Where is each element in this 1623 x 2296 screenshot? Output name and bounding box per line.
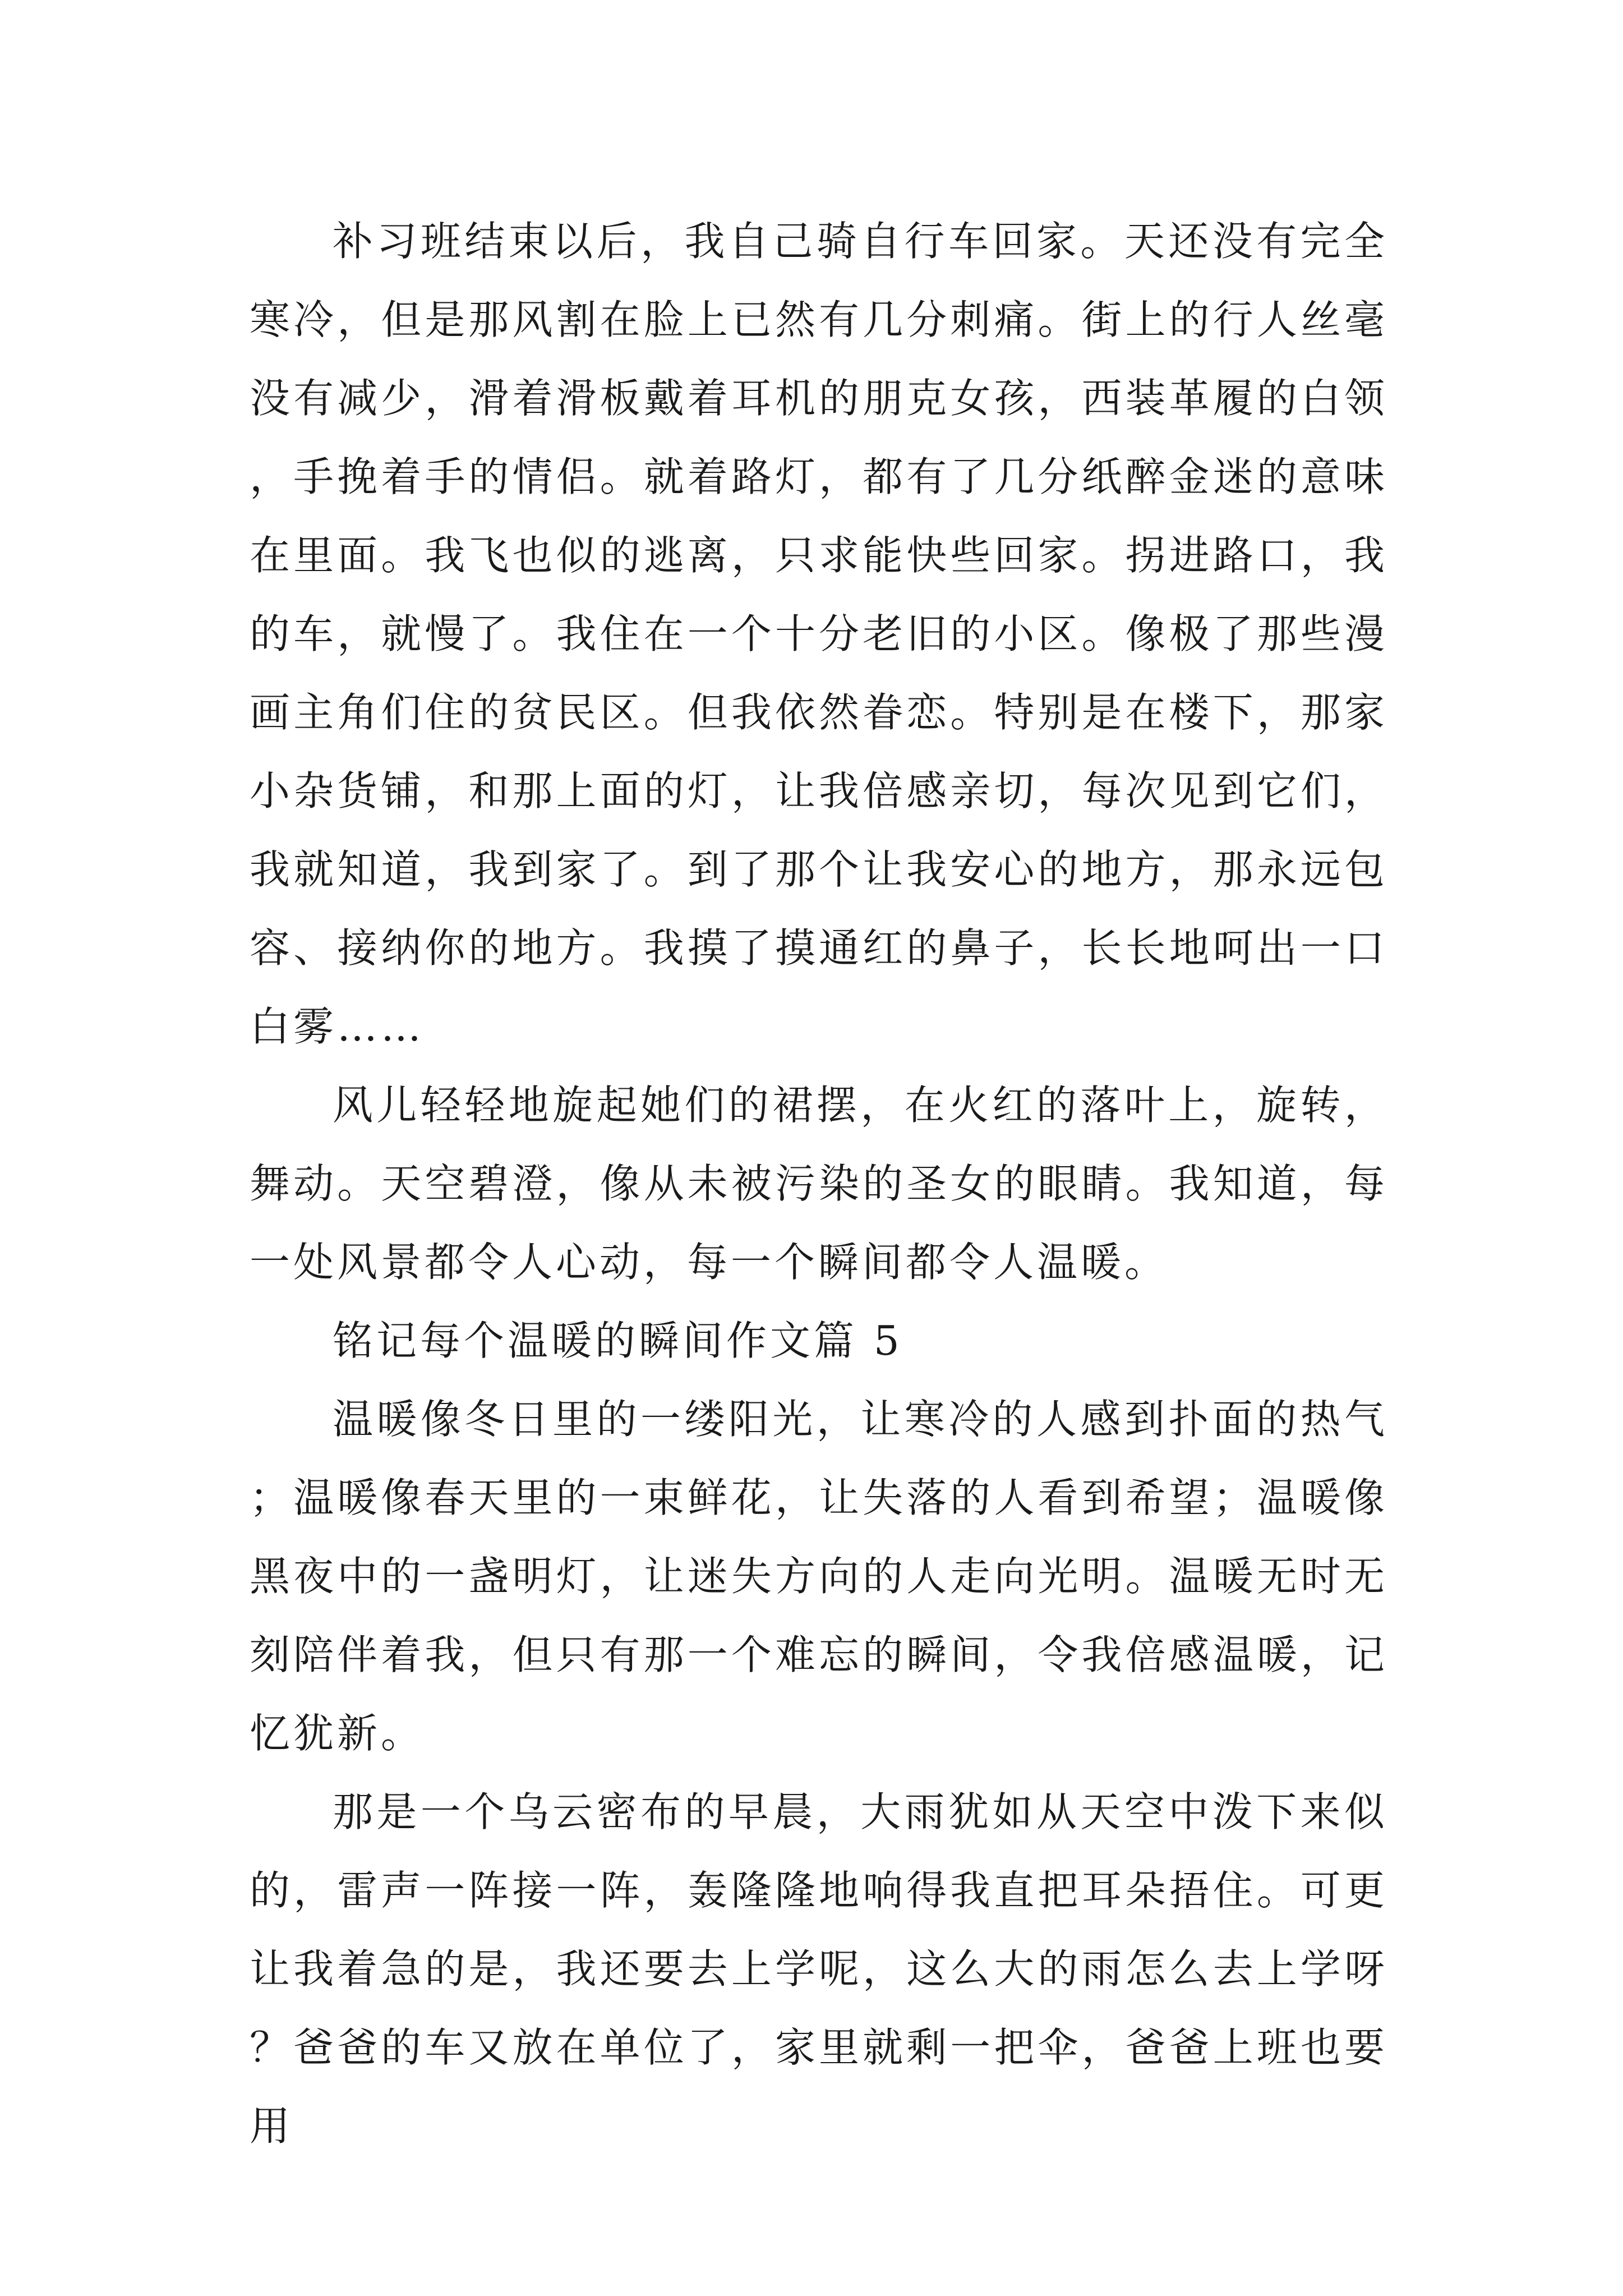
paragraph-4: 那是一个乌云密布的早晨，大雨犹如从天空中泼下来似的，雷声一阵接一阵，轰隆隆地响得我直把耳朵捂住。可更让我着急的是，我还要去上学呢，这么大的雨怎么去上学呀？爸爸的车又放在单位了，家里就剩一把伞，爸爸上班也要用 (250, 1788, 1388, 2150)
section-heading: 铭记每个温暖的瞬间作文篇 5 (333, 1317, 903, 1364)
paragraph-3: 温暖像冬日里的一缕阳光，让寒冷的人感到扑面的热气；温暖像春天里的一束鲜花，让失落的人看到希望；温暖像黑夜中的一盏明灯，让迷失方向的人走向光明。温暖无时无刻陪伴着我，但只有那一个难忘的瞬间，令我倍感温暖，记忆犹新。 (250, 1396, 1388, 1757)
paragraph-1: 补习班结束以后，我自己骑自行车回家。天还没有完全寒冷，但是那风割在脸上已然有几分刺痛。街上的行人丝毫没有减少，滑着滑板戴着耳机的朋克女孩，西装革履的白领，手挽着手的情侣。就着路灯，都有了几分纸醉金迷的意味在里面。我飞也似的逃离，只求能快些回家。拐进路口，我的车，就慢了。我住在一个十分老旧的小区。像极了那些漫画主角们住的贫民区。但我依然眷恋。特别是在楼下，那家小杂货铺，和那上面的灯，让我倍感亲切，每次见到它们，我就知道，我到家了。到了那个让我安心的地方，那永远包容、接纳你的地方。我摸了摸通红的鼻子，长长地呵出一口白雾…… (250, 218, 1388, 1050)
document-body (250, 202, 1388, 2165)
paragraph-2: 风儿轻轻地旋起她们的裙摆，在火红的落叶上，旋转，舞动。天空碧澄，像从未被污染的圣女的眼睛。我知道，每一处风景都令人心动，每一个瞬间都令人温暖。 (250, 1082, 1388, 1286)
